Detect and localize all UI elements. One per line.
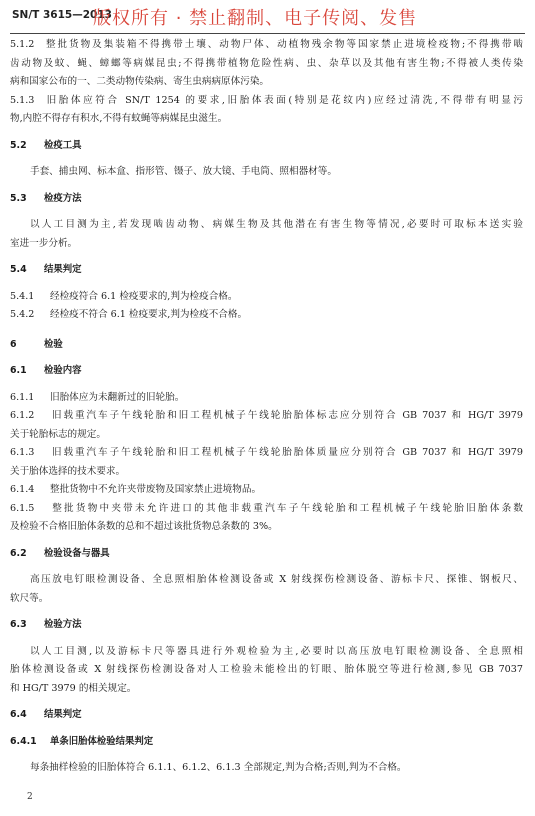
section-6-3-line-2: 胎体检测设备或 X 射线探伤检测设备对人工检验未能检出的钉眼、胎体脱空等进行检测,参见 GB 7037 [10,664,523,675]
clause-6-1-1: 6.1.1 旧胎体应为未翻新过的旧轮胎。 [10,391,185,403]
clause-6-1-4: 6.1.4 整批货物中不允许夹带废物及国家禁止进境物品。 [10,484,262,495]
copyright-watermark: 版权所有 · 禁止翻制、电子传阅、发售 [93,8,418,29]
section-heading-5-3: 5.3 检疫方法 [10,192,82,204]
header-rule [10,33,525,34]
clause-5-1-2-line-2: 齿动物及蚊、蝇、蟑螂等病媒昆虫;不得携带植物危险性病、虫、杂草以及其他有害生物;不得被人类传染 [10,57,523,69]
section-heading-6-4-1: 6.4.1 单条旧胎体检验结果判定 [10,735,154,747]
standard-code: SN/T 3615—2013 [12,9,112,21]
section-6-3-line-3: 和 HG/T 3979 的相关规定。 [10,682,137,694]
clause-6-1-2-line-2: 关于轮胎标志的规定。 [10,428,106,440]
section-5-3-line-1: 以人工目测为主,若发现啮齿动物、病媒生物及其他潜在有害生物等情况,必要时可取标本送实验 [30,219,523,230]
clause-5-1-2-line-3: 病和国家公布的一、二类动物传染病、寄生虫病病原体污染。 [10,76,270,87]
clause-5-4-2: 5.4.2 经检疫不符合 6.1 检疫要求,判为检疫不合格。 [10,309,248,320]
section-5-3-line-2: 室进一步分析。 [10,237,78,249]
clause-6-1-2-line-1: 6.1.2 旧载重汽车子午线轮胎和旧工程机械子午线轮胎胎体标志应分别符合 GB 7037 和 HG/T 3979 [10,410,523,421]
clause-5-1-2-line-1: 5.1.2 整批货物及集装箱不得携带土壤、动物尸体、动植物残余物等国家禁止进境检疫物;不得携带啮 [10,39,523,50]
page-number: 2 [27,792,33,802]
section-heading-5-4: 5.4 结果判定 [10,264,82,275]
clause-5-1-3-line-1: 5.1.3 旧胎体应符合 SN/T 1254 的要求,旧胎体表面(特别是花纹内)应经过清洗,不得带有明显污 [10,94,523,106]
section-6-3-line-1: 以人工目测,以及游标卡尺等器具进行外观检验为主,必要时以高压放电钉眼检测设备、全息照相 [30,645,523,657]
clause-6-1-5-line-1: 6.1.5 整批货物中夹带未允许进口的其他非载重汽车子午线轮胎和工程机械子午线轮胎旧胎体条数 [10,502,523,514]
clause-6-1-5-line-2: 及检验不合格旧胎体条数的总和不超过该批货物总条数的 3%。 [10,521,278,532]
section-6-2-line-2: 软尺等。 [10,592,49,604]
clause-6-1-3-line-2: 关于胎体选择的技术要求。 [10,465,126,477]
section-6-2-line-1: 高压放电钉眼检测设备、全息照相胎体检测设备或 X 射线探伤检测设备、游标卡尺、探锥、钢板尺、 [30,574,523,585]
section-heading-6-2: 6.2 检验设备与器具 [10,547,110,559]
clause-6-1-3-line-1: 6.1.3 旧载重汽车子午线轮胎和旧工程机械子午线轮胎胎体质量应分别符合 GB 7037 和 HG/T 3979 [10,447,523,458]
document-body [10,36,523,778]
section-heading-6: 6 检验 [10,338,63,350]
section-heading-6-3: 6.3 检验方法 [10,619,82,630]
section-6-4-1-body: 每条抽样检验的旧胎体符合 6.1.1、6.1.2、6.1.3 全部规定,判为合格;否则,判为不合格。 [30,762,407,773]
section-heading-5-2: 5.2 检疫工具 [10,139,82,151]
section-heading-6-4: 6.4 结果判定 [10,709,82,720]
section-5-2-body: 手套、捕虫网、标本盒、指形管、镊子、放大镜、手电筒、照相器材等。 [30,166,337,177]
clause-5-4-1: 5.4.1 经检疫符合 6.1 检疫要求的,判为检疫合格。 [10,290,238,302]
clause-5-1-3-line-2: 物,内腔不得存有积水,不得有蚊蝇等病媒昆虫滋生。 [10,113,228,124]
section-heading-6-1: 6.1 检验内容 [10,365,82,376]
